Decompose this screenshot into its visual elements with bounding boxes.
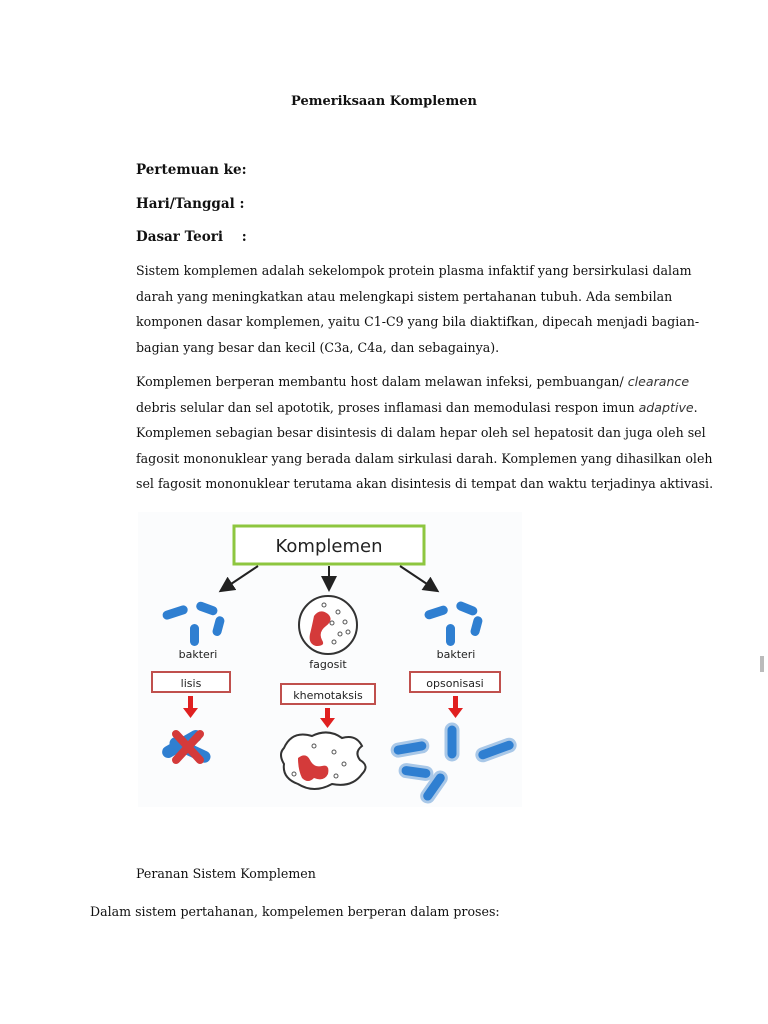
diagram-svg bbox=[138, 512, 522, 807]
paragraph-function bbox=[136, 369, 714, 497]
paragraph-line bbox=[136, 395, 698, 421]
paragraph-line bbox=[136, 369, 690, 395]
document-title: Pemeriksaan Komplemen bbox=[291, 94, 477, 109]
label-lisis: lisis bbox=[180, 677, 202, 690]
text-run: Komplemen berperan membantu host dalam melawan infeksi, pembuangan/ bbox=[136, 374, 628, 389]
paragraph-line: komponen dasar komplemen, yaitu C1-C9 yang bila diaktifkan, dipecah menjadi bagian- bbox=[136, 314, 700, 329]
paragraph-line: fagosit mononuklear yang berada dalam sirkulasi darah. Komplemen yang dihasilkan oleh bbox=[136, 450, 713, 466]
text-run: . bbox=[693, 399, 698, 415]
fagosit-cell-icon bbox=[299, 596, 357, 654]
closing-sentence: Dalam sistem pertahanan, kompelemen berperan dalam proses: bbox=[90, 904, 500, 919]
italic-term: clearance bbox=[627, 374, 690, 389]
label-opsonisasi: opsonisasi bbox=[426, 677, 484, 690]
paragraph-line: darah yang meningkatkan atau melengkapi sistem pertahanan tubuh. Ada sembilan bbox=[136, 288, 673, 304]
field-hari-tanggal: Hari/Tanggal : bbox=[136, 196, 245, 212]
paragraph-definition bbox=[136, 258, 700, 360]
paragraph-line: Sistem komplemen adalah sekelompok protein plasma infaktif yang bersirkulasi dalam bbox=[136, 263, 692, 278]
field-pertemuan: Pertemuan ke: bbox=[136, 162, 247, 178]
paragraph-line: Komplemen sebagian besar disintesis di dalam hepar oleh sel hepatosit dan juga oleh sel bbox=[136, 425, 706, 440]
engulfing-phagocyte-icon bbox=[281, 732, 366, 789]
paragraph-line: sel fagosit mononuklear terutama akan disintesis di tempat dan waktu terjadinya aktivasi. bbox=[136, 476, 714, 491]
italic-term: adaptive bbox=[638, 399, 694, 415]
label-bakteri-right: bakteri bbox=[436, 648, 476, 661]
text-run: debris selular dan sel apototik, proses inflamasi dan memodulasi respon imun bbox=[136, 399, 639, 415]
section-heading: Peranan Sistem Komplemen bbox=[136, 866, 316, 881]
label-bakteri-left: bakteri bbox=[178, 648, 218, 661]
page-edge-marker bbox=[760, 656, 764, 672]
label-fagosit: fagosit bbox=[309, 658, 347, 671]
field-dasar-teori: Dasar Teori : bbox=[136, 229, 247, 245]
komplemen-label: Komplemen bbox=[275, 536, 383, 557]
paragraph-line: bagian yang besar dan kecil (C3a, C4a, dan sebagainya). bbox=[136, 339, 500, 355]
label-khemotaksis: khemotaksis bbox=[293, 689, 363, 702]
komplemen-diagram bbox=[138, 512, 522, 807]
